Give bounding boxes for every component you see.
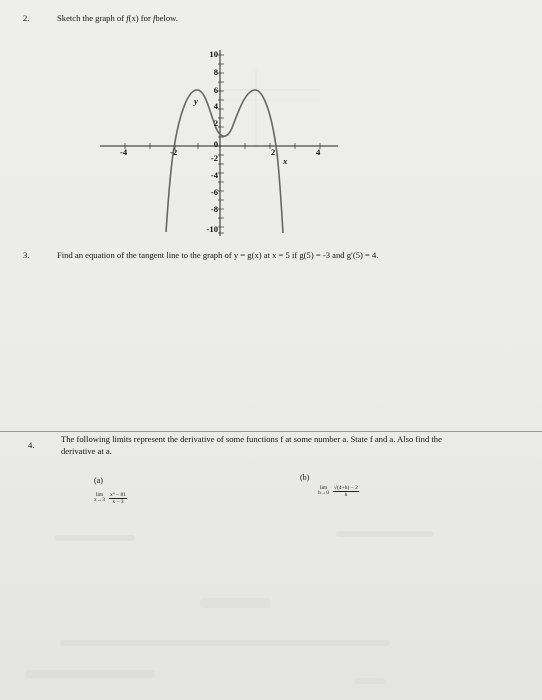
problem-4-number: 4. bbox=[28, 440, 35, 450]
limit-fraction bbox=[333, 485, 359, 498]
part-a-limit bbox=[94, 489, 127, 507]
fraction-denominator: h bbox=[344, 491, 348, 498]
fraction-denominator: x − 3 bbox=[112, 498, 124, 505]
problem-3-number: 3. bbox=[23, 250, 30, 260]
bleed-through-mark bbox=[25, 670, 155, 678]
y-tick-label: -2 bbox=[210, 153, 218, 163]
part-b-limit bbox=[318, 482, 359, 500]
function-graph bbox=[0, 0, 542, 250]
x-tick-label: -2 bbox=[170, 147, 178, 157]
y-tick-label: 2 bbox=[213, 118, 218, 128]
bleed-through-mark bbox=[60, 640, 390, 646]
bleed-through-mark bbox=[336, 531, 434, 537]
y-tick-label: 10 bbox=[209, 49, 218, 59]
problem-2-prompt: Sketch the graph of bbox=[57, 13, 125, 23]
x-tick-label: 4 bbox=[316, 147, 321, 157]
limit-operator bbox=[94, 493, 105, 504]
below-word: below. bbox=[155, 13, 178, 23]
problem-4-line-1: The following limits represent the derivative of some functions f at some number a. State f and a. Also find the bbox=[61, 434, 442, 444]
limit-fraction bbox=[109, 492, 127, 505]
y-axis-label: y bbox=[194, 96, 198, 106]
part-b-label: (b) bbox=[300, 473, 310, 482]
y-tick-label: 8 bbox=[213, 67, 218, 77]
for-word: for bbox=[140, 13, 151, 23]
fraction-numerator: √(4+h) − 2 bbox=[334, 484, 358, 491]
x-tick-label: 2 bbox=[271, 147, 276, 157]
bleed-through-mark bbox=[355, 678, 385, 684]
limit-operator bbox=[318, 486, 329, 497]
limit-word: lim bbox=[95, 491, 104, 498]
function-symbol: f bbox=[126, 13, 129, 23]
x-axis-label: x bbox=[283, 156, 288, 166]
y-tick-label: -8 bbox=[210, 204, 218, 214]
y-tick-label: 0 bbox=[213, 139, 218, 149]
function-arg: (x) bbox=[128, 13, 139, 23]
y-tick-label: 4 bbox=[213, 101, 218, 111]
section-divider bbox=[0, 431, 542, 432]
y-tick-label: -10 bbox=[206, 224, 218, 234]
bleed-through-mark bbox=[55, 535, 135, 541]
function-curve bbox=[166, 90, 283, 233]
problem-3-text: Find an equation of the tangent line to the graph of y = g(x) at x = 5 if g(5) = -3 and g′(5) = 4. bbox=[57, 250, 379, 260]
limit-word: lim bbox=[319, 484, 328, 491]
problem-4-line-2: derivative at a. bbox=[61, 446, 112, 456]
part-a-label: (a) bbox=[94, 476, 103, 485]
bleed-through-mark bbox=[200, 598, 270, 608]
limit-subscript: h→0 bbox=[318, 490, 329, 497]
function-symbol-2: f bbox=[152, 13, 156, 23]
y-tick-label: -6 bbox=[210, 187, 218, 197]
y-tick-label: -4 bbox=[210, 170, 218, 180]
x-tick-label: -4 bbox=[120, 147, 128, 157]
fraction-numerator: x⁴ − 81 bbox=[110, 491, 127, 498]
limit-subscript: x→3 bbox=[94, 497, 105, 504]
y-tick-label: 6 bbox=[213, 85, 218, 95]
problem-2-number: 2. bbox=[23, 13, 30, 23]
